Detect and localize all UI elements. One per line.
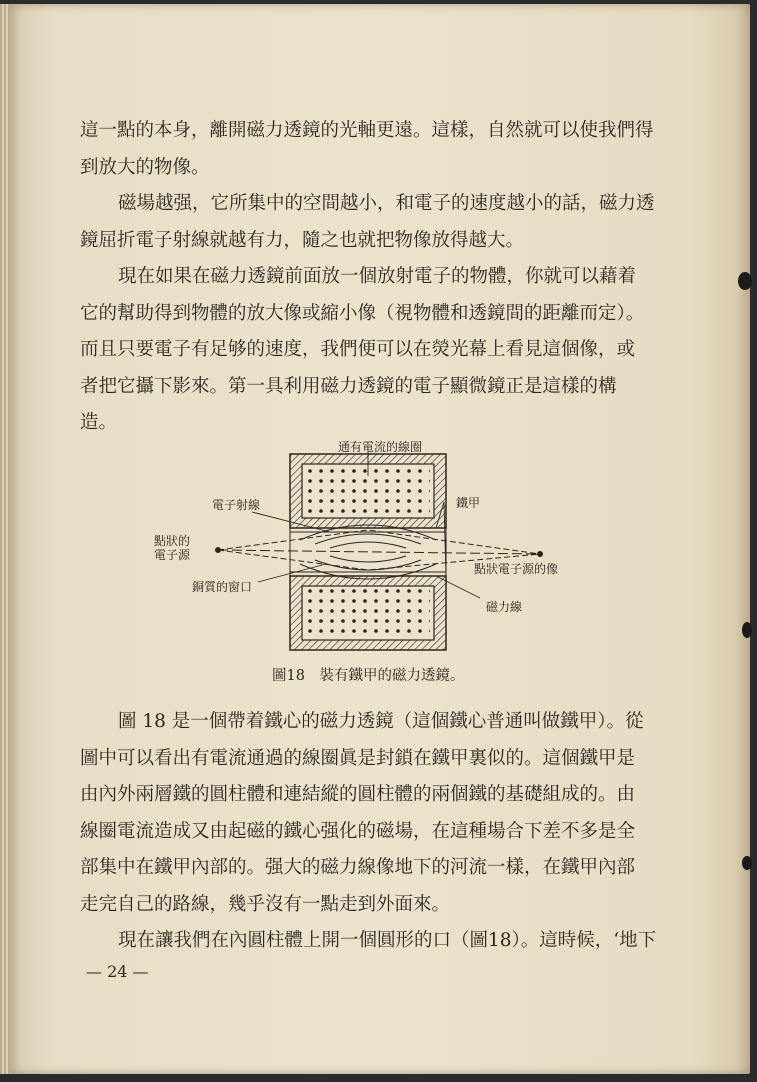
figure-caption: 圖18 裝有鐵甲的磁力透鏡。 (272, 668, 465, 684)
text-line: 者把它攝下影來。第一具利用磁力透鏡的電子顯微鏡正是這樣的構 (80, 375, 617, 397)
label-armor: 鐵甲 (456, 496, 481, 510)
text-line: 現在讓我們在內圓柱體上開一個圓形的口（圖18）。這時候，‘地下 (118, 930, 657, 951)
text-line: 造。 (80, 412, 118, 433)
text-line: 部集中在鐵甲內部的。强大的磁力線像地下的河流一樣，在鐵甲內部 (80, 857, 636, 878)
label-copper-window: 銅質的窗口 (192, 580, 253, 594)
paragraph-2 (80, 186, 660, 259)
label-point-image: 點狀電子源的像 (474, 562, 559, 576)
text-line: 圖中可以看出有電流通過的線圈眞是封鎖在鐵甲裏似的。這個鐵甲是 (80, 747, 636, 769)
text-line: 它的幫助得到物體的放大像或縮小像（視物體和透鏡間的距離而定）。 (80, 302, 645, 324)
text-line: 而且只要電子有足够的速度，我們便可以在熒光幕上看見這個像，或 (80, 339, 636, 360)
paragraph-5 (80, 923, 660, 960)
inner-gap-lines (290, 525, 446, 579)
text-line: 現在如果在磁力透鏡前面放一個放射電子的物體，你就可以藉着 (118, 266, 637, 287)
text-line: 這一點的本身，離開磁力透鏡的光軸更遠。這樣，自然就可以使我們得 (80, 120, 654, 141)
magnetic-lens-figure (140, 436, 580, 684)
label-coil: 通有電流的線圈 (338, 440, 423, 454)
text-line: 圖 18 是一個帶着鐵心的磁力透鏡（這個鐵心普通叫做鐵甲）。從 (118, 711, 644, 732)
text-line: 走完自己的路線，幾乎沒有一點走到外面來。 (80, 893, 451, 915)
text-line: 到放大的物像。 (80, 156, 210, 178)
label-point-source: 點狀的 電子源 (154, 534, 191, 562)
binding-hole (738, 272, 752, 290)
text-line: 線圈電流造成又由起磁的鐵心强化的磁場，在這種場合下差不多是全 (80, 820, 636, 842)
bottom-text-block (80, 704, 660, 960)
magnetic-lens-diagram (140, 436, 580, 664)
text-line: 由內外兩層鐵的圓柱體和連結縱的圓柱體的兩個鐵的基礎組成的。由 (80, 784, 636, 805)
text-line: 鏡屈折電子射線就越有力，隨之也就把物像放得越大。 (80, 229, 525, 251)
label-field-lines: 磁力線 (486, 600, 523, 614)
binding-hole (742, 856, 752, 870)
paragraph-3 (80, 259, 660, 442)
label-electron-beam: 電子射線 (212, 498, 261, 512)
top-text-block (80, 113, 660, 442)
page-number: — 24 — (86, 962, 149, 981)
text-line: 磁場越强，它所集中的空間越小，和電子的速度越小的話，磁力透 (118, 193, 655, 214)
paragraph-4 (80, 704, 660, 923)
binding-hole (742, 622, 752, 638)
paragraph-1 (80, 113, 660, 186)
iron-armor-bottom (290, 576, 446, 650)
